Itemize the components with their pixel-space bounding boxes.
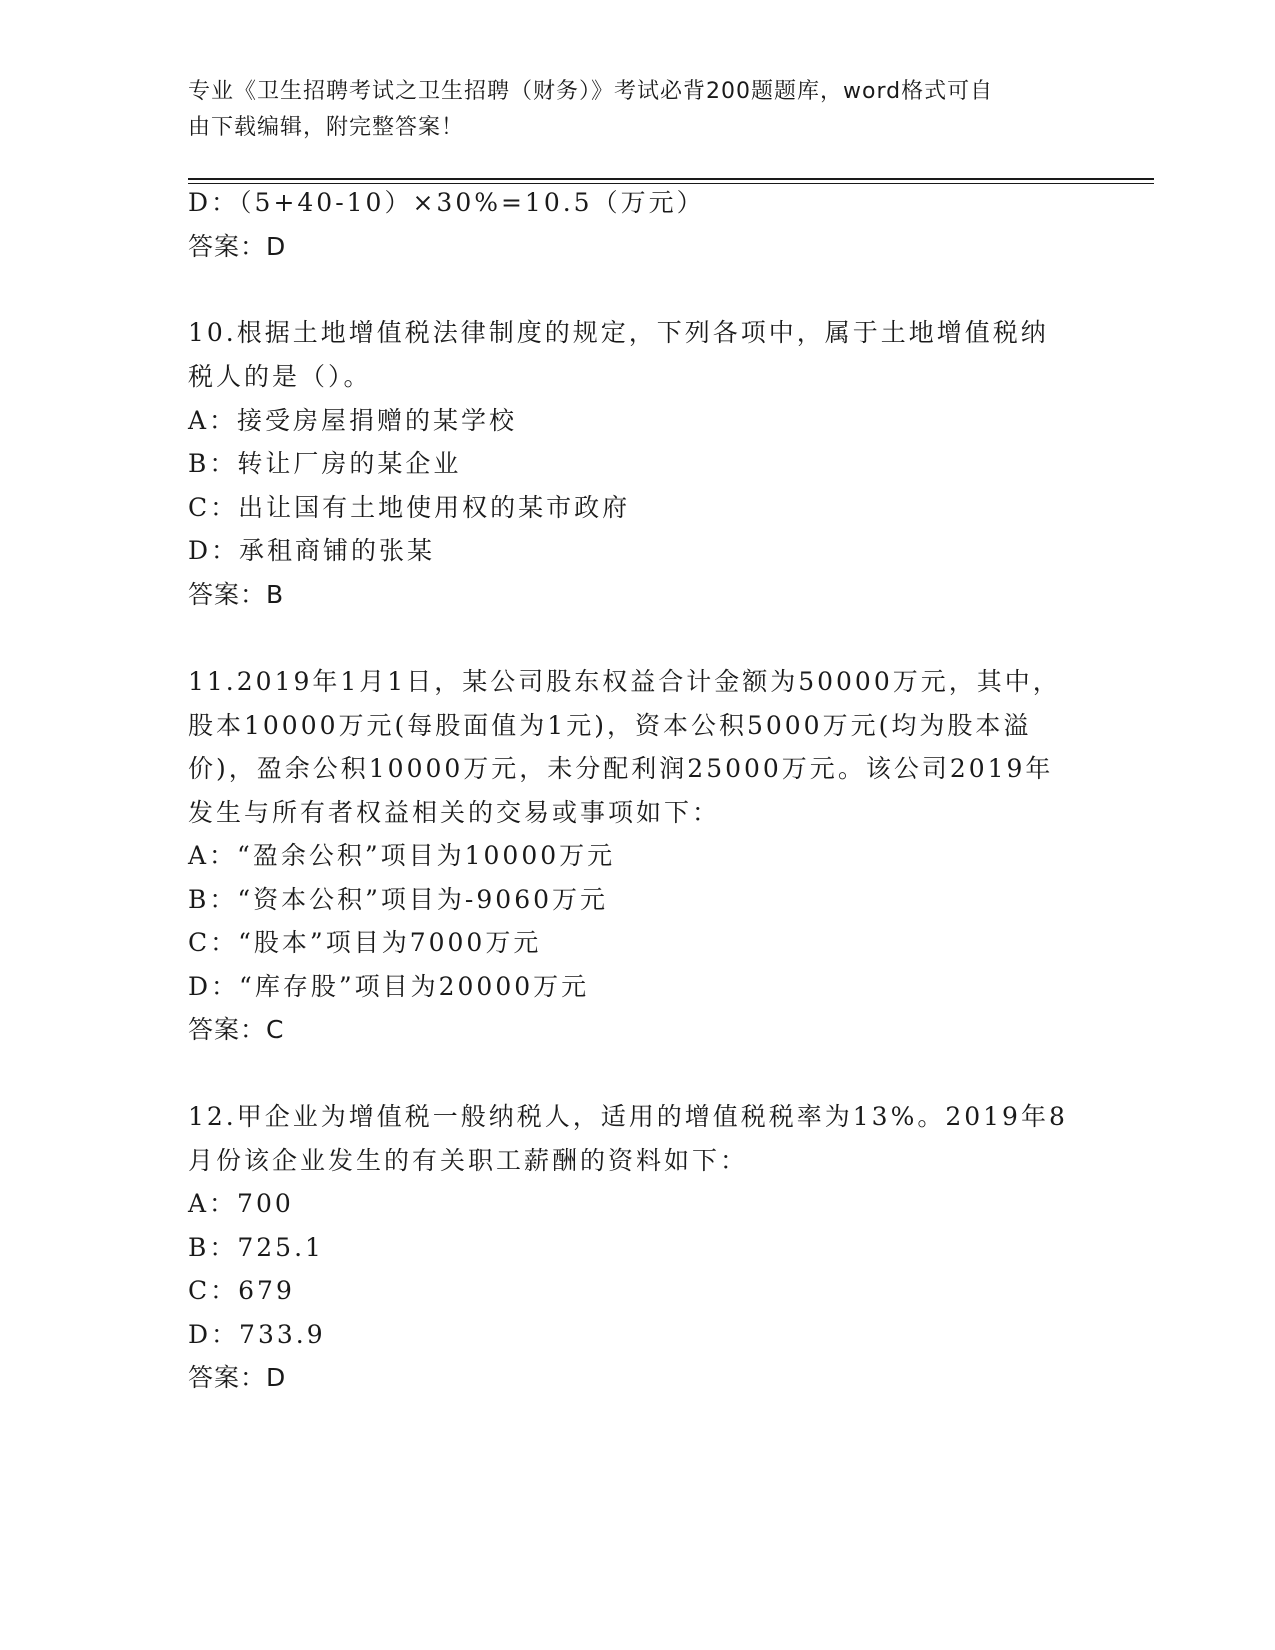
q12-option-a: A：700 xyxy=(188,1189,294,1218)
q12-option-d: D：733.9 xyxy=(188,1320,326,1349)
header-line-2: 由下载编辑，附完整答案！ xyxy=(188,115,465,140)
q11-option-c: C：“股本”项目为7000万元 xyxy=(188,928,542,957)
q10-stem-line-2: 税人的是（）。 xyxy=(188,362,372,391)
q10-option-c: C：出让国有土地使用权的某市政府 xyxy=(188,493,631,522)
q11-stem-line-1: 11.2019年1月1日，某公司股东权益合计金额为50000万元，其中， xyxy=(188,667,1061,696)
page-header xyxy=(188,74,1068,146)
q12-stem-line-2: 月份该企业发生的有关职工薪酬的资料如下： xyxy=(188,1146,749,1175)
q11-stem-line-3: 价)，盈余公积10000万元，未分配利润25000万元。该公司2019年 xyxy=(188,754,1054,783)
q10-option-d: D：承租商铺的张某 xyxy=(188,536,436,565)
q11-option-b: B：“资本公积”项目为-9060万元 xyxy=(188,885,609,914)
q10-answer: 答案：B xyxy=(188,580,285,609)
q11-answer: 答案：C xyxy=(188,1015,285,1044)
q12-option-b: B：725.1 xyxy=(188,1233,324,1262)
prev-answer: 答案：D xyxy=(188,232,287,261)
q12-answer: 答案：D xyxy=(188,1363,287,1392)
q11-option-a: A：“盈余公积”项目为10000万元 xyxy=(188,841,616,870)
q12-option-c: C：679 xyxy=(188,1276,295,1305)
prev-option-d: D：（5+40-10）×30%=10.5（万元） xyxy=(188,188,705,217)
header-line-1: 专业《卫生招聘考试之卫生招聘（财务）》考试必背200题题库，word格式可自 xyxy=(188,79,994,104)
q10-option-a: A：接受房屋捐赠的某学校 xyxy=(188,406,518,435)
q12-stem-line-1: 12.甲企业为增值税一般纳税人，适用的增值税税率为13%。2019年8 xyxy=(188,1102,1068,1131)
q10-option-b: B：转让厂房的某企业 xyxy=(188,449,462,478)
q10-stem-line-1: 10.根据土地增值税法律制度的规定，下列各项中，属于土地增值税纳 xyxy=(188,318,1049,347)
q11-stem-line-2: 股本10000万元(每股面值为1元)，资本公积5000万元(均为股本溢 xyxy=(188,711,1032,740)
q11-option-d: D：“库存股”项目为20000万元 xyxy=(188,972,590,1001)
q11-stem-line-4: 发生与所有者权益相关的交易或事项如下： xyxy=(188,798,721,827)
